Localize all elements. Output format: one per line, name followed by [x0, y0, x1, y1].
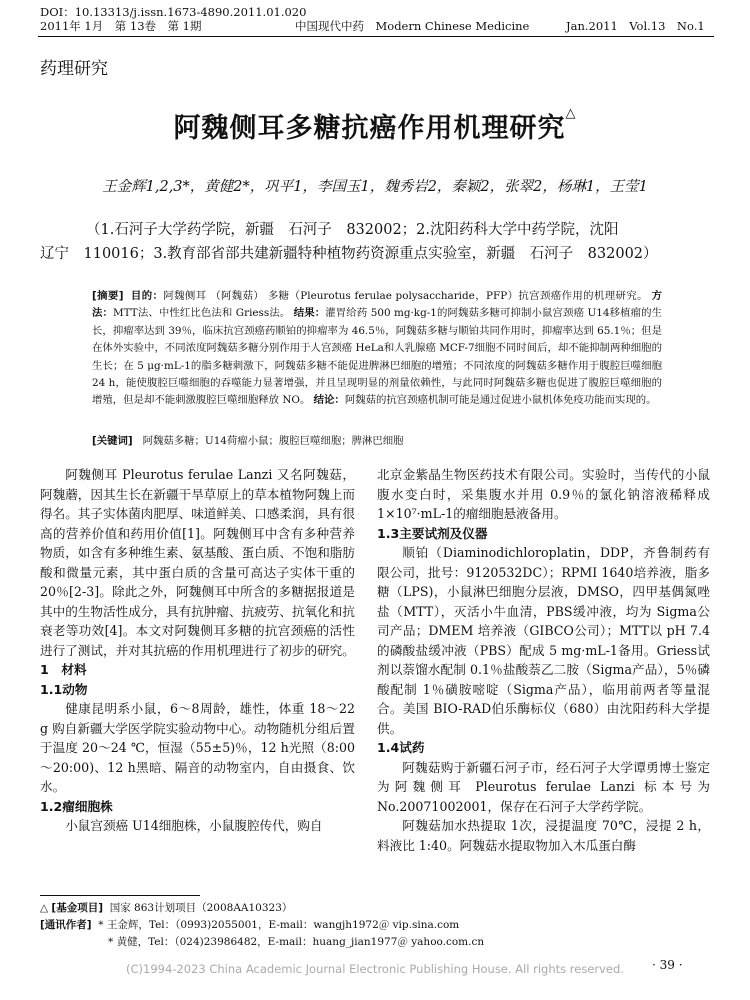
issue-en: Jan.2011 Vol.13 No.1 [566, 19, 705, 33]
copyright-watermark: (C)1994-2023 China Academic Journal Electronic Publishing House. All rights reserved. [126, 962, 624, 976]
fund-text: 国家 863计划项目（2008AA10323） [109, 902, 293, 914]
method-text: MTT法、中性红比色法和 Griess法。 [113, 307, 291, 320]
contact-footnote [40, 917, 459, 934]
heading-drugs: 1.4试药 [377, 740, 425, 755]
fund-label: [基金项目] [51, 902, 104, 914]
contact-line-1: * 王金辉，Tel：（0993)2055001，E-mail：wangjh1972＠ vip.sina.com [98, 919, 460, 931]
heading-reagents: 1.3主要试剂及仪器 [377, 525, 488, 541]
keywords-text: 阿魏菇多糖；U14荷瘤小鼠；腹腔巨噬细胞；脾淋巴细胞 [142, 435, 404, 447]
header-rule [38, 36, 714, 37]
title-mark: △ [565, 106, 577, 121]
doi: DOI：10.13313/j.issn.1673-4890.2011.01.020 [40, 5, 307, 19]
intro-paragraph: 阿魏侧耳 Pleurotus ferulae Lanzi 又名阿魏菇，阿魏蘑，因其生长在新疆干旱草原上的草本植物阿魏上而得名。其子实体菌肉肥厚、味道鲜美、口感柔润，具有很高的营养价值和药用价值[1]。阿魏侧耳中含有多种营养物质，如含有多种维生素、氨基酸、蛋白质、不饱和脂肪酸和微量元素，其中蛋白质的含量可高达子实体干重的 20％[2-3]。除此之外，阿魏侧耳中所含的多糖据报道是其中的生物活性成分，具有抗肿瘤、抗疲劳、抗氧化和抗衰老等功效[4]。本文对阿魏侧耳多糖的抗宫颈癌的活性进行了测试，并对其抗癌的作用机理进行了初步的研究。 [40, 467, 355, 658]
journal-name: 中国现代中药 Modern Chinese Medicine [295, 19, 530, 33]
result-text: 灌胃给药 500 mg·kg-1的阿魏菇多糖可抑制小鼠宫颈癌 U14移植瘤的生长，抑瘤率达到 39％，临床抗宫颈癌药顺铂的抑瘤率为 46.5％，阿魏菇多糖与顺铂共同作用时，抑瘤率达到 65.1％；但是在体外实验中，不同浓度阿魏菇多糖分别作用于人宫颈癌 HeLa和人乳腺癌 MCF-7细胞不同时间后，却不能抑制两种细胞的生长；在 5 μg·mL-1的脂多糖刺激下，阿魏菇多糖不能促进脾淋巴细胞的增殖；不同浓度的阿魏菇多糖作用于腹腔巨噬细胞 24 h，能使腹腔巨噬细胞的吞噬能力显著增强，并且呈现明显的剂量依赖性，与此同时阿魏菇多糖也促进了腹腔巨噬细胞的增殖，但是却不能刺激腹腔巨噬细胞释放 NO。 [92, 307, 662, 407]
cell-lines-paragraph: 小鼠宫颈癌 U14细胞株，小鼠腹腔传代，购自 [65, 818, 323, 833]
abstract [92, 288, 662, 410]
issue-cn: 2011年 1月 第 13卷 第 1期 [40, 19, 202, 33]
affiliation-line-1: （1.石河子大学药学院，新疆 石河子 832002；2.沈阳药科大学中药学院，沈阳 [86, 222, 619, 238]
drugs-paragraph-1: 阿魏菇购于新疆石河子市，经石河子大学谭勇博士鉴定为阿魏侧耳 Pleurotus ferulae Lanzi 标本号为 No.20071002001，保存在石河子大学药学院。 [377, 759, 710, 814]
heading-materials: 1 材料 [40, 662, 87, 677]
body-left-column [40, 465, 355, 836]
reagents-paragraph: 顺铂（Diaminodichloroplatin，DDP，齐鲁制药有限公司，批号：9120532DC）；RPMI 1640培养液，脂多糖（LPS)，小鼠淋巴细胞分层液，DMSO，四甲基偶氮唑盐（MTT），灭活小牛血清，PBS缓冲液，均为 Sigma公司产品；DMEM 培养液（GIBCO公司）；MTT以 pH 7.4的磷酸盐缓冲液（PBS）配成 5 mg·mL-1备用。Griess试剂以萘馏水配制 0.1％盐酸萘乙二胺（Sigma产品），5％磷酸配制 1％磺胺嘧啶（Sigma产品），临用前两者等量混合。美国 BIO-RAD伯乐酶标仪（680）由沈阳药科大学提供。 [377, 545, 710, 736]
drugs-paragraph-2: 阿魏菇加水热提取 1次，浸提温度 70℃，浸提 2 h，料液比 1:40。阿魏菇水提取物加入木瓜蛋白酶 [377, 818, 710, 853]
keywords [92, 432, 662, 447]
contact-line-2: * 黄健，Tel：（024)23986482，E-mail：huang_jian1977＠ yahoo.com.cn [108, 936, 485, 948]
section-label: 药理研究 [40, 59, 108, 79]
title-text: 阿魏侧耳多糖抗癌作用机理研究 [173, 113, 566, 144]
keywords-label: [关键词] [92, 435, 133, 447]
page-number: · 39 · [652, 958, 683, 972]
footnote-rule [40, 895, 200, 896]
abstract-label: [摘要] [92, 290, 124, 302]
article-title [0, 106, 750, 145]
heading-cell-lines: 1.2瘤细胞株 [40, 798, 113, 814]
conclusion-label: 结论： [313, 394, 345, 407]
authors: 王金辉1,2,3*，黄健2*，巩平1，李国玉1，魏秀岩2，秦颖2，张翠2，杨琳1，王莹1 [102, 179, 648, 195]
result-label: 结果： [293, 307, 326, 320]
animals-paragraph: 健康昆明系小鼠，6～8周龄，雄性，体重 18～22 g 购自新疆大学医学院实验动物中心。动物随机分组后置于温度 20～24 ℃，恒湿（55±5)％，12 h光照（8:00～20:00)、12 h黑暗、隔音的动物室内，自由摄食、饮水。 [40, 701, 355, 794]
goal-text: 阿魏侧耳 （阿魏菇） 多糖（Pleurotus ferulae polysaccharide，PFP）抗宫颈癌作用的机理研究。 [163, 290, 648, 302]
body-right-column [377, 465, 710, 855]
affiliation-line-2: 辽宁 110016；3.教育部省部共建新疆特种植物药资源重点实验室，新疆 石河子 832002） [40, 246, 658, 262]
conclusion-text: 阿魏菇的抗宫颈癌机制可能是通过促进小鼠机体免疫功能而实现的。 [344, 394, 657, 407]
method-label: 方法： [92, 290, 663, 320]
fund-mark: △ [40, 902, 49, 914]
contact-label: [通讯作者] [40, 919, 92, 931]
cell-lines-continued: 北京金紫晶生物医药技术有限公司。实验时，当传代的小鼠腹水变白时，采集腹水并用 0.9％的氯化钠溶液稀释成 1×10⁷·mL-1的瘤细胞悬液备用。 [377, 467, 710, 521]
goal-label: 目的： [130, 290, 164, 302]
heading-animals: 1.1动物 [40, 681, 88, 697]
fund-footnote [40, 900, 292, 917]
